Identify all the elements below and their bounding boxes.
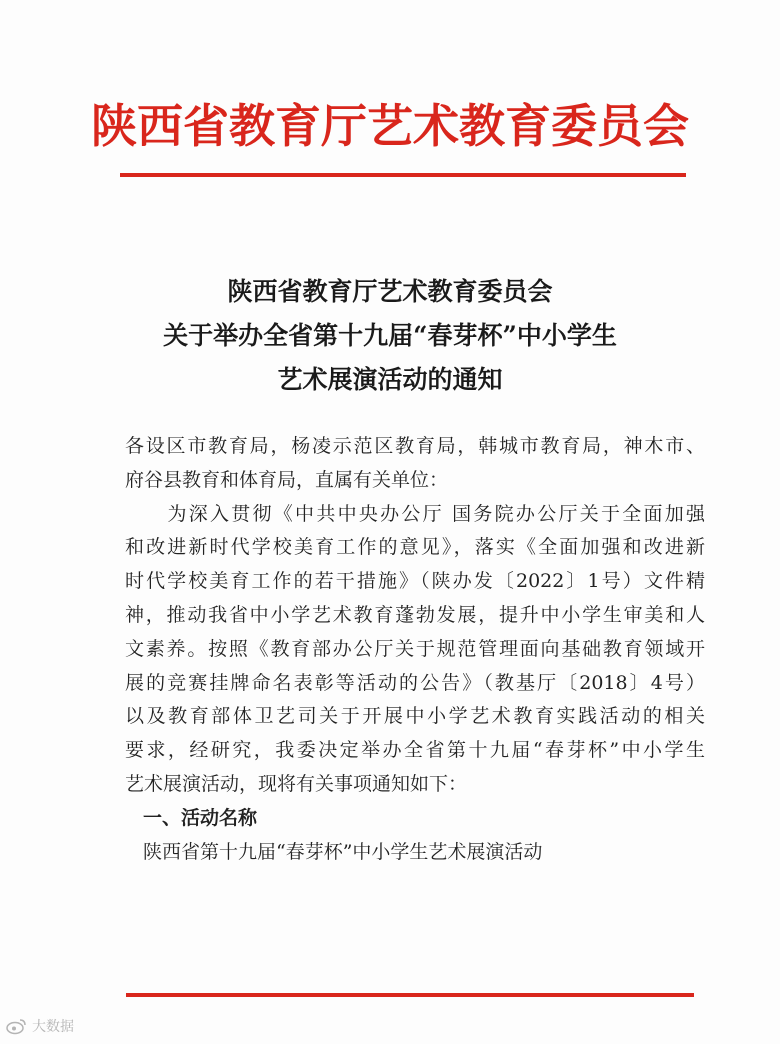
title-line: 陕西省教育厅艺术教育委员会 bbox=[227, 277, 553, 306]
paragraph-line: 为深入贯彻《中共中央办公厅 国务院办公厅关于全面加强 bbox=[125, 502, 705, 525]
section-heading: 一、活动名称 bbox=[143, 806, 258, 829]
recipients-line: 各设区市教育局，杨凌示范区教育局，韩城市教育局，神木市、 bbox=[125, 435, 705, 457]
recipients-line: 府谷县教育和体育局，直属有关单位： bbox=[125, 468, 449, 491]
paragraph-line: 文素养。按照《教育部办公厅关于规范管理面向基础教育领域开 bbox=[125, 637, 705, 660]
header-red-rule bbox=[120, 173, 686, 177]
section-body: 陕西省第十九届“春芽杯”中小学生艺术展演活动 bbox=[143, 840, 543, 863]
title-line: 艺术展演活动的通知 bbox=[277, 365, 503, 394]
paragraph-line: 和改进新时代学校美育工作的意见》，落实《全面加强和改进新 bbox=[125, 536, 705, 559]
issuing-organization-header: 陕西省教育厅艺术教育委员会 bbox=[91, 99, 689, 153]
title-line: 关于举办全省第十九届“春芽杯”中小学生 bbox=[163, 321, 617, 350]
paragraph-line: 时代学校美育工作的若干措施》（陕办发〔2022〕1号）文件精 bbox=[125, 570, 705, 593]
notice-title bbox=[0, 270, 780, 402]
footer-red-rule bbox=[126, 993, 694, 997]
paragraph-line: 以及教育部体卫艺司关于开展中小学艺术教育实践活动的相关 bbox=[125, 705, 705, 728]
watermark-text: 大数据 bbox=[32, 1019, 74, 1035]
paragraph-line: 艺术展演活动，现将有关事项通知如下： bbox=[125, 772, 468, 795]
paragraph-line: 神，推动我省中小学艺术教育蓬勃发展，提升中小学生审美和人 bbox=[125, 603, 705, 626]
paragraph-line: 展的竞赛挂牌命名表彰等活动的公告》（教基厅〔2018〕4号） bbox=[125, 671, 705, 694]
weibo-logo-icon bbox=[6, 1017, 28, 1035]
paragraph-line: 要求，经研究，我委决定举办全省第十九届“春芽杯”中小学生 bbox=[125, 739, 705, 762]
notice-body bbox=[125, 430, 705, 869]
watermark bbox=[6, 1016, 74, 1036]
